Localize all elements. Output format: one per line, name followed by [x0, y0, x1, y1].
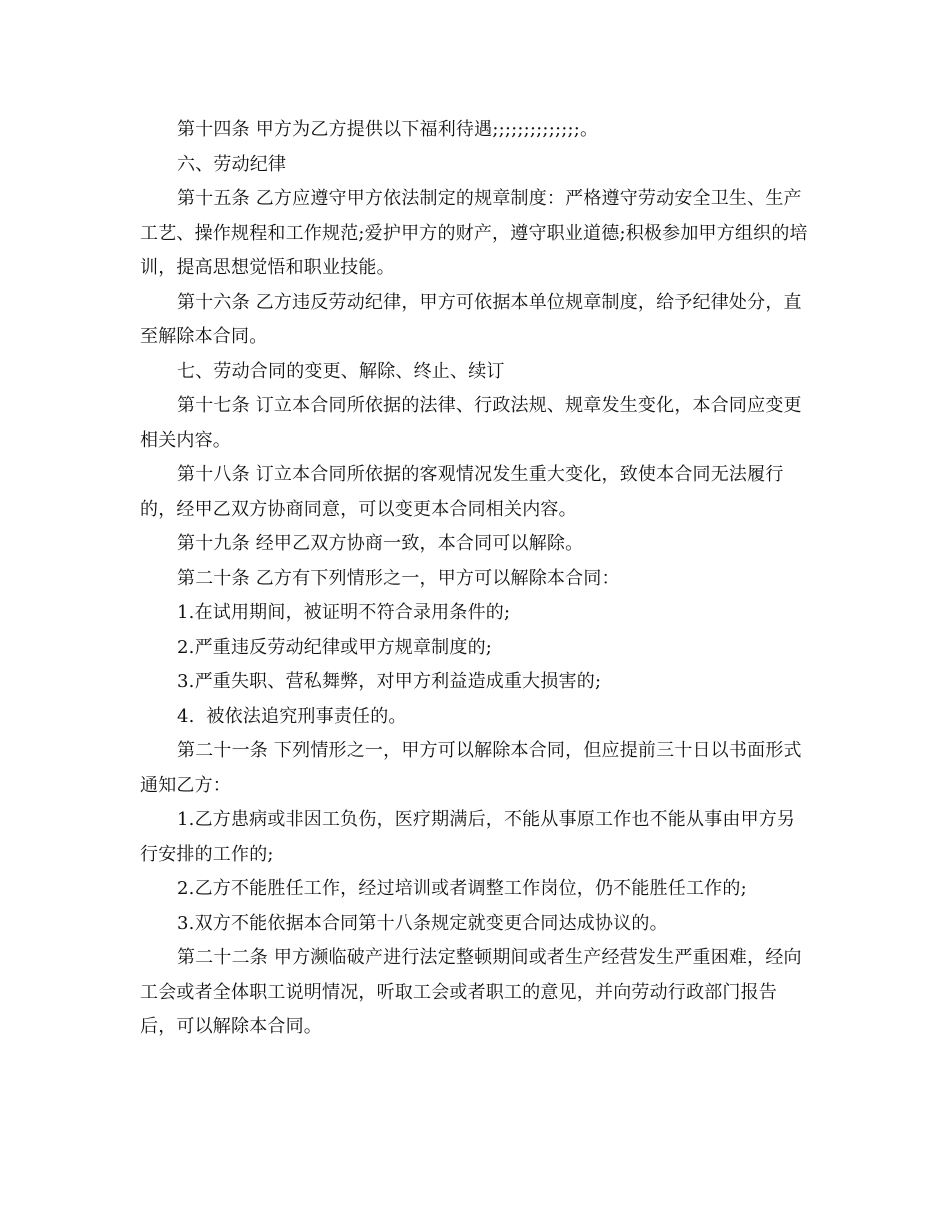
article-14: 第十四条 甲方为乙方提供以下福利待遇;;;;;;;;;;;;;;。: [177, 119, 599, 140]
article-15: 第十五条 乙方应遵守甲方依法制定的规章制度：严格遵守劳动安全卫生、生产工艺、操作规程和工作规范;爱护甲方的财产，遵守职业道德;积极参加甲方组织的培训，提高思想觉悟和职业技能。: [140, 188, 808, 278]
article-20-item-2: 2.严重违反劳动纪律或甲方规章制度的;: [177, 636, 493, 658]
article-20-item-4: 4. 被依法追究刑事责任的。: [177, 705, 407, 727]
article-18: 第十八条 订立本合同所依据的客观情况发生重大变化，致使本合同无法履行的，经甲乙双方协商同意，可以变更本合同相关内容。: [140, 464, 784, 520]
article-19: 第十九条 经甲乙双方协商一致，本合同可以解除。: [177, 533, 584, 554]
article-21-item-2: 2.乙方不能胜任工作，经过培训或者调整工作岗位，仍不能胜任工作的;: [177, 878, 747, 899]
article-21: 第二十一条 下列情形之一，甲方可以解除本合同，但应提前三十日以书面形式通知乙方：: [140, 740, 802, 796]
article-21-item-3: 3.双方不能依据本合同第十八条规定就变更合同达成协议的。: [177, 912, 668, 934]
section-heading-labor-discipline: 六、劳动纪律: [177, 153, 287, 175]
article-16: 第十六条 乙方违反劳动纪律，甲方可依据本单位规章制度，给予纪律处分，直至解除本合同。: [140, 291, 802, 347]
document-body: [140, 113, 812, 1045]
article-22: 第二十二条 甲方濒临破产进行法定整顿期间或者生产经营发生严重困难，经向工会或者全体职工说明情况，听取工会或者职工的意见，并向劳动行政部门报告后，可以解除本合同。: [140, 947, 802, 1037]
article-20: 第二十条 乙方有下列情形之一，甲方可以解除本合同：: [177, 567, 620, 589]
article-20-item-1: 1.在试用期间，被证明不符合录用条件的;: [177, 602, 511, 623]
article-21-item-1: 1.乙方患病或非因工负伤，医疗期满后，不能从事原工作也不能从事由甲方另行安排的工作的;: [140, 809, 796, 865]
article-20-item-3: 3.严重失职、营私舞弊，对甲方利益造成重大损害的;: [177, 671, 602, 692]
article-17: 第十七条 订立本合同所依据的法律、行政法规、规章发生变化，本合同应变更相关内容。: [140, 395, 802, 451]
section-heading-contract-changes: 七、劳动合同的变更、解除、终止、续订: [177, 360, 505, 382]
